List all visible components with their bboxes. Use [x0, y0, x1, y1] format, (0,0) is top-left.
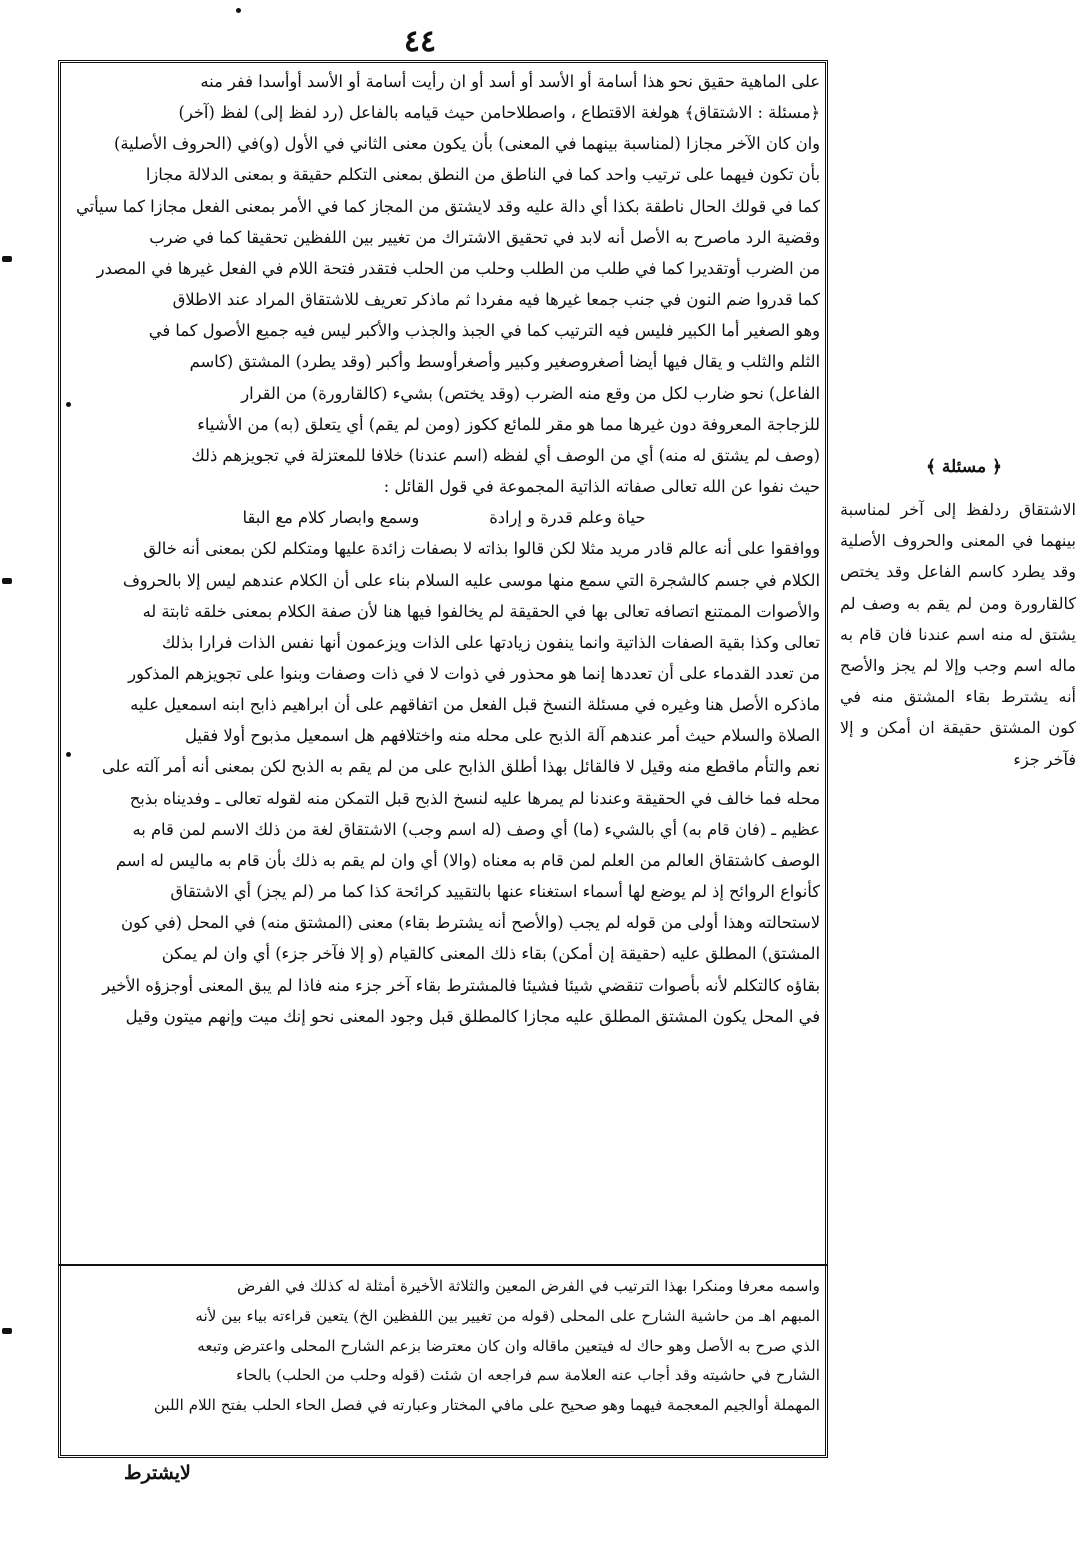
main-line: تعالى وكذا بقية الصفات الذاتية وانما ينفون زيادتها على الذات ويزعمون أنها نفس الذات فرارا بذلك: [161, 632, 820, 652]
main-line: من تعدد القدماء على أن تعددها إنما هو محذور في ذوات لا في ذات وصفات وبنوا على تجويزهم المذكور: [128, 663, 820, 683]
main-line: وهو الصغير أما الكبير فليس فيه الترتيب كما في الجبذ والجذب والأكبر ليس فيه جميع الأصول كما في: [148, 321, 820, 341]
main-line: في المحل يكون المشتق المطلق عليه مجازا كالمطلق قبل وجود المعنى نحو إنك ميت وإنهم ميتون وقيل: [125, 1006, 820, 1026]
main-line: محله فما خالف في الحقيقة وعندنا لم يمرها عليه لنسخ الذبح قبل التمكن منه لقوله تعالى ـ وفديناه بذبح: [129, 788, 820, 808]
verse-second-hemistich: وسمع وابصار كلام مع البقا: [242, 508, 420, 528]
main-line: الوصف كاشتقاق العالم من العلم لمن قام به معناه (والا) أي وان لم يقم به ذلك بأن قام به ماليس له اسم: [115, 850, 820, 870]
footnote-line: الذي صرح به الأصل وهو حاك له فيتعين ماقاله وان كان معترضا بزعم الشارح المحلى واعترض وتبعه: [197, 1336, 820, 1355]
scan-speck: [66, 752, 71, 757]
main-line: الصلاة والسلام حيث أمر عندهم آلة الذبح على محله منه واختلافهم هل اسمعيل مذبوح أولا فقيل: [184, 726, 820, 746]
main-line: لاستحالته وهذا أولى من قوله لم يجب (والأصح أنه يشترط بقاء) معنى (المشتق منه) في المحل (في كون: [121, 913, 820, 933]
main-line: الثلم والثلب و يقال فيها أيضا أصغروصغير وكبير وأصغرأوسط وأكبر (وقد يطرد) المشتق (كاسم: [189, 352, 820, 372]
scan-speck: [66, 402, 71, 407]
main-line: نعم والتأم ماقطع منه وقيل لا فالقائل بهذا أطلق الذابح على من لم يقم به الذبح لكن بمعنى أنه أمر آلته على: [101, 757, 820, 777]
footnote-body: [68, 1272, 820, 1454]
main-line: كما قدروا ضم النون في جنب جمعا غيرها فيه مفردا ثم ماذكر تعريف للاشتقاق المراد عند الاطلاق: [172, 290, 820, 310]
main-line: ﴿مسئلة : الاشتقاق﴾ هولغة الاقتطاع ، واصطلاحامن حيث قيامه بالفاعل (رد لفظ إلى) لفظ (آخر): [178, 103, 820, 123]
footnote-line: المبهم اهـ من حاشية الشارح على المحلى (قوله من تغيير بين اللفظين الخ) يتعين قراءته بياء بين لأنه: [195, 1306, 820, 1325]
main-line: عظيم ـ (فان قام به) أي بالشيء (ما) أي وصف (له اسم وجب) الاشتقاق لغة من ذلك الاسم لمن قام به: [132, 819, 820, 839]
main-line: كأنواع الروائح إذ لم يوضع لها أسماء استغناء عنها بالتقييد كرائحة كذا كما مر (لم يجز) أي الاشتقاق: [170, 882, 820, 902]
main-line: بأن تكون فيهما على ترتيب واحد كما في الناطق من النطق بمعنى التكلم حقيقة و بمعنى الدلالة مجازا: [145, 165, 820, 185]
main-line: على الماهية حقيق نحو هذا أسامة أو الأسد أو أسد أو ان رأيت أسامة أو الأسد أوأسدا ففر منه: [200, 72, 820, 91]
main-line: وان كان الآخر مجازا (لمناسبة بينهما في المعنى) بأن يكون معنى الثاني في الأول (و)في (الحروف الأصلية): [113, 134, 820, 154]
catchword: لايشترط: [124, 1462, 191, 1484]
main-line: كما في قولك الحال ناطقة بكذا أي دالة عليه وقد لايشتق من المجاز كما في الأمر بمعنى الفعل مجازا كما سيأتي: [76, 196, 820, 216]
footnote-divider: [58, 1264, 828, 1266]
main-line: (وصف لم يشتق له منه) أي من الوصف أي لفظه (اسم عندنا) خلافا للمعتزلة في تجويزهم ذلك: [191, 445, 820, 465]
main-line: بقاؤه كالتكلم لأنه بأصوات تنقضي شيئا فشيئا فالمشترط بقاء آخر جزء منه فاذا لم يبق المعنى أوجزؤه الأخير: [102, 975, 820, 995]
page-number: ٤٤: [403, 24, 437, 59]
main-line: ووافقوا على أنه عالم قادر مريد مثلا لكن قالوا بذاته لا بصفات زائدة عليها ومتكلم لكن بمعنى أنه خالق: [143, 539, 820, 559]
scan-speck: [236, 8, 241, 13]
main-line: الكلام في جسم كالشجرة التي سمع منها موسى عليه السلام بناء على أن الكلام عندهم ليس إلا بالحروف: [122, 570, 820, 590]
poem-verse: [68, 502, 820, 533]
main-line: من الضرب أوتقديرا كما في طلب من الطلب وحلب من الحلب فتقدر فتحة اللام في الفعل غيرها في المصدر: [96, 258, 820, 278]
footnote-line: واسمه معرفا ومنكرا بهذا الترتيب في الفرض المعين والثلاثة الأخيرة أمثلة له كذلك في الفرض: [237, 1277, 820, 1295]
main-line: الفاعل) نحو ضارب لكل من وقع منه الضرب (وقد يختص) بشيء (كالقارورة) من القرار: [241, 383, 820, 403]
main-line: المشتق) المطلق عليه (حقيقة إن أمكن) بقاء ذلك المعنى كالقيام (و إلا فآخر جزء) أي وان لم يمكن: [161, 944, 820, 964]
main-line: للزجاجة المعروفة دون غيرها مما هو مقر للمائع ككوز (ومن لم يقم) أي يتعلق (به) من الأشياء: [197, 414, 820, 434]
main-line: ماذكره الأصل هنا وغيره في مسئلة النسخ قبل الفعل من اتفاقهم على أن ابراهيم ذابح ابنه اسمعيل عليه: [130, 695, 820, 715]
margin-note-text: الاشتقاق ردلفظ إلى آخر لمناسبة بينهما في المعنى والحروف الأصلية وقد يطرد كاسم الفاعل وقد يختص كالقارورة ومن لم يقم به وصف لم يشتق له منه اسم عندنا فان قام به ماله اسم وجب وإلا لم يجز والأصح أنه يشترط بقاء المشتق منه في كون المشتق حقيقة ان أمكن و إلا فآخر جزء: [840, 500, 1076, 769]
verse-first-hemistich: حياة وعلم قدرة و إرادة: [489, 508, 646, 528]
main-line: وقضية الرد ماصرح به الأصل أنه لابد في تحقيق الاشتراك من تغيير بين اللفظين تحقيقا كما في ضرب: [149, 227, 820, 247]
footnote-line: المهملة أوالجيم المعجمة فيهما وهو صحيح على مافي المختار وعبارته في فصل الحاء الحلب بفتح اللام اللبن: [153, 1396, 820, 1415]
scan-mark: [2, 578, 12, 584]
main-line: والأصوات الممتنع اتصافه تعالى بها في الحقيقة لم يخالفوا فيها هنا لأن صفة الكلام بمعنى خلقه ثابتة له: [142, 601, 820, 621]
main-line: حيث نفوا عن الله تعالى صفاته الذاتية المجموعة في قول القائل :: [383, 477, 820, 497]
margin-note-heading: ﴿ مسئلة ﴾: [926, 457, 1002, 477]
footnote-line: الشارح في حاشيته وقد أجاب عنه العلامة سم فراجعه ان شئت (قوله وحلب من الحلب) بالحاء: [236, 1366, 820, 1385]
scan-mark: [2, 1328, 12, 1334]
scan-mark: [2, 256, 12, 262]
main-text-body: [68, 66, 820, 1266]
